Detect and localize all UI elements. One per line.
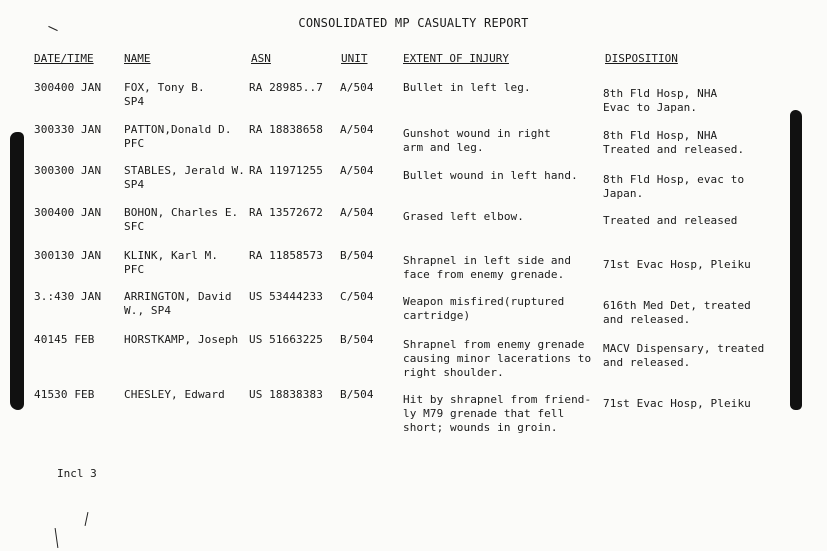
binder-mark-right [790, 110, 802, 410]
cell-asn: RA 11858573 [249, 249, 323, 262]
cell-disposition: 8th Fld Hosp, NHA Treated and released. [603, 129, 745, 156]
cell-date-time: 300400 JAN [34, 206, 102, 219]
cell-asn: RA 28985..7 [249, 81, 323, 94]
cell-asn: US 51663225 [249, 333, 323, 346]
cell-name: PATTON,Donald D. PFC [124, 123, 232, 150]
header-extent-of-injury: EXTENT OF INJURY [403, 52, 509, 65]
report-title: CONSOLIDATED MP CASUALTY REPORT [298, 16, 529, 30]
cell-name: ARRINGTON, David W., SP4 [124, 290, 232, 317]
header-date-time: DATE/TIME [34, 52, 94, 65]
cell-unit: A/504 [340, 164, 374, 177]
cell-name: CHESLEY, Edward [124, 388, 225, 401]
cell-asn: RA 13572672 [249, 206, 323, 219]
cell-date-time: 300130 JAN [34, 249, 102, 262]
cell-disposition: Treated and released [603, 214, 738, 227]
cell-injury: Bullet in left leg. [403, 81, 531, 94]
cell-disposition: 71st Evac Hosp, Pleiku [603, 397, 751, 410]
cell-date-time: 300330 JAN [34, 123, 102, 136]
cell-injury: Hit by shrapnel from friend- ly M79 grenade that fell short; wounds in groin. [403, 393, 592, 434]
cell-date-time: 300300 JAN [34, 164, 102, 177]
cell-date-time: 40145 FEB [34, 333, 95, 346]
cell-unit: C/504 [340, 290, 374, 303]
cell-asn: US 53444233 [249, 290, 323, 303]
cell-asn: RA 18838658 [249, 123, 323, 136]
enclosure-label: Incl 3 [57, 467, 97, 480]
cell-injury: Bullet wound in left hand. [403, 169, 578, 182]
cell-name: BOHON, Charles E. SFC [124, 206, 239, 233]
cell-disposition: 8th Fld Hosp, NHA Evac to Japan. [603, 87, 718, 114]
cell-unit: B/504 [340, 388, 374, 401]
cell-name: KLINK, Karl M. PFC [124, 249, 219, 276]
cell-name: STABLES, Jerald W. SP4 [124, 164, 246, 191]
cell-disposition: 8th Fld Hosp, evac to Japan. [603, 173, 745, 200]
cell-date-time: 41530 FEB [34, 388, 95, 401]
cell-asn: US 18838383 [249, 388, 323, 401]
cell-unit: B/504 [340, 249, 374, 262]
cell-injury: Grased left elbow. [403, 210, 525, 223]
cell-unit: B/504 [340, 333, 374, 346]
scan-speck [85, 512, 89, 526]
cell-injury: Weapon misfired(ruptured cartridge) [403, 295, 565, 322]
cell-asn: RA 11971255 [249, 164, 323, 177]
header-unit: UNIT [341, 52, 368, 65]
binder-mark-left [10, 132, 24, 410]
cell-name: FOX, Tony B. SP4 [124, 81, 205, 108]
cell-name: HORSTKAMP, Joseph [124, 333, 239, 346]
header-name: NAME [124, 52, 151, 65]
cell-injury: Gunshot wound in right arm and leg. [403, 127, 551, 154]
cell-injury: Shrapnel from enemy grenade causing minor lacerations to right shoulder. [403, 338, 592, 379]
cell-date-time: 3.:430 JAN [34, 290, 102, 303]
cell-disposition: 616th Med Det, treated and released. [603, 299, 751, 326]
cell-unit: A/504 [340, 123, 374, 136]
cell-disposition: 71st Evac Hosp, Pleiku [603, 258, 751, 271]
cell-injury: Shrapnel in left side and face from enemy grenade. [403, 254, 572, 281]
cell-disposition: MACV Dispensary, treated and released. [603, 342, 765, 369]
header-asn: ASN [251, 52, 271, 65]
cell-date-time: 300400 JAN [34, 81, 102, 94]
cell-unit: A/504 [340, 206, 374, 219]
header-disposition: DISPOSITION [605, 52, 678, 65]
scan-speck [55, 528, 59, 548]
cell-unit: A/504 [340, 81, 374, 94]
